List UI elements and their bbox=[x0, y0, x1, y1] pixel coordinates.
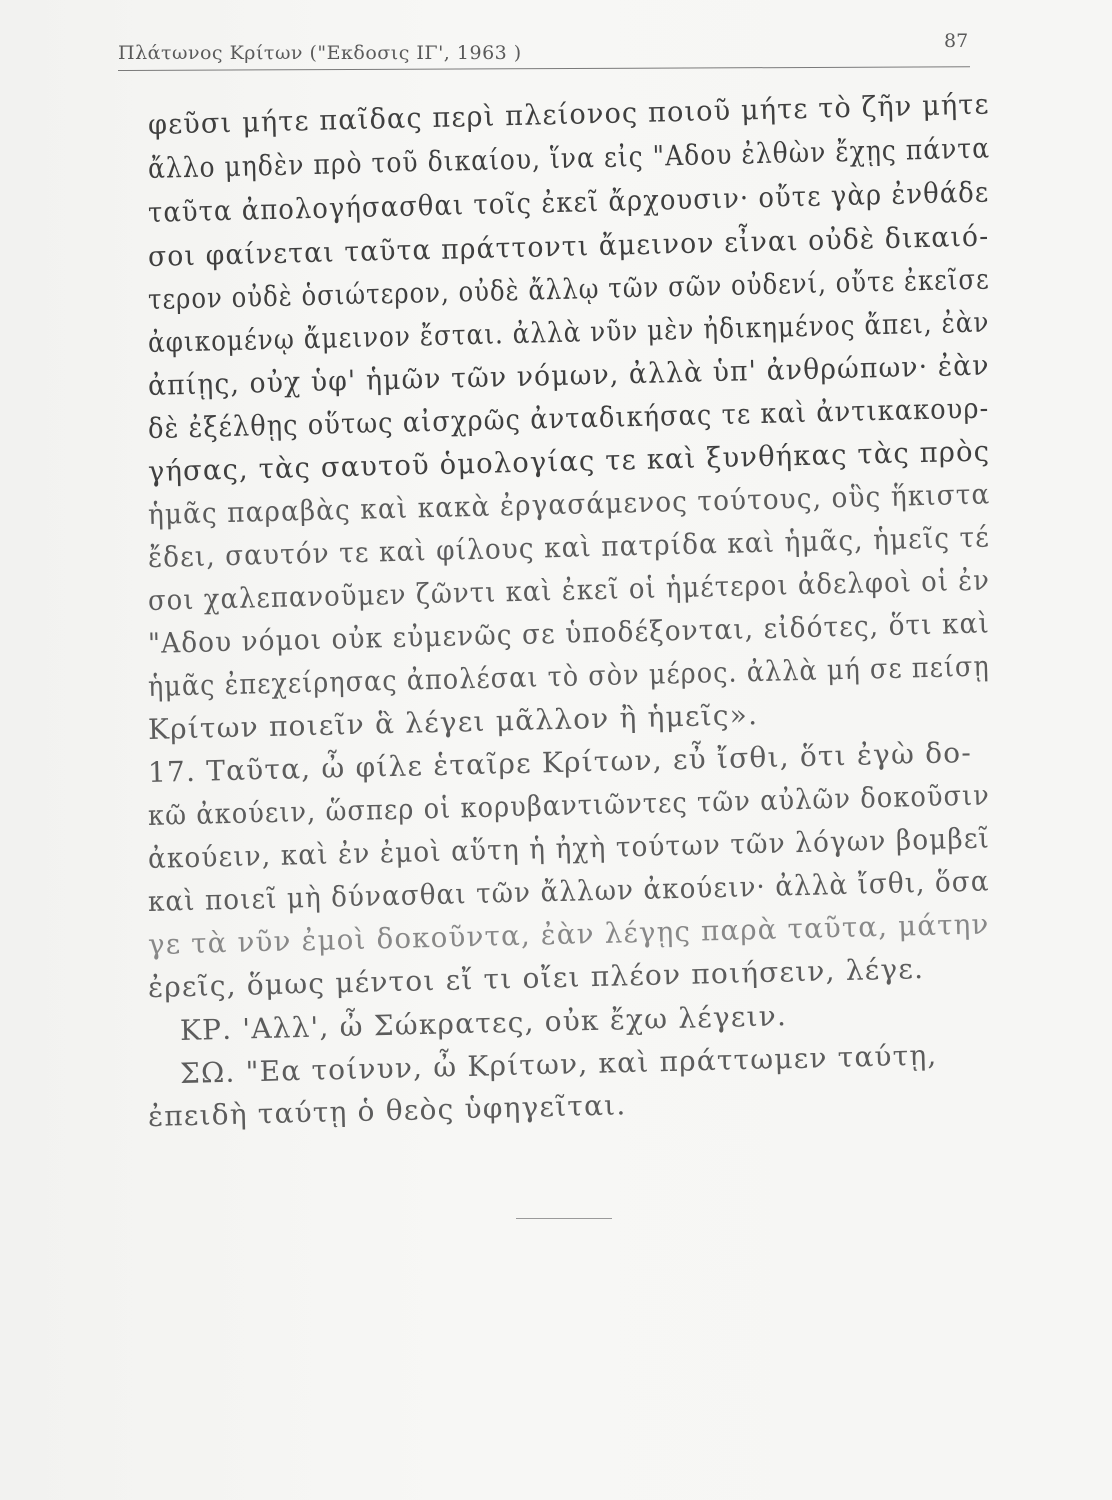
text-line: ἐρεῖς, ὅμως μέντοι εἴ τι οἴει πλέον ποιήσειν, λέγε. bbox=[147, 952, 925, 1004]
text-line: δὲ ἐξέλθῃς οὕτως αἰσχρῶς ἀνταδικήσας τε καὶ ἀντικακουρ- bbox=[147, 391, 990, 445]
page-number: 87 bbox=[944, 30, 969, 52]
text-line: ἐπειδὴ ταύτῃ ὁ θεὸς ὑφηγεῖται. bbox=[147, 1088, 627, 1133]
text-line: τερον οὐδὲ ὁσιώτερον, οὐδὲ ἄλλῳ τῶν σῶν οὐδενί, οὔτε ἐκεῖσε bbox=[147, 262, 990, 316]
running-head: Πλάτωνος Κρίτων ("Εκδοσις ΙΓ', 1963 ) bbox=[118, 42, 522, 64]
text-line: καὶ ποιεῖ μὴ δύνασθαι τῶν ἄλλων ἀκούειν· ἀλλὰ ἴσθι, ὅσα bbox=[147, 864, 990, 918]
end-rule bbox=[516, 1218, 612, 1219]
text-line: ἡμᾶς ἐπεχείρησας ἀπολέσαι τὸ σὸν μέρος. ἀλλὰ μή σε πείσῃ bbox=[147, 649, 991, 703]
text-line: Κρίτων ποιεῖν ἃ λέγει μᾶλλον ἢ ἡμεῖς». bbox=[147, 698, 759, 746]
text-line: γε τὰ νῦν ἐμοὶ δοκοῦντα, ἐὰν λέγῃς παρὰ ταῦτα, μάτην bbox=[147, 907, 990, 961]
text-line: ἔδει, σαυτόν τε καὶ φίλους καὶ πατρίδα καὶ ἡμᾶς, ἡμεῖς τέ bbox=[147, 520, 991, 574]
text-line: ἀπίῃς, οὐχ ὑφ' ἡμῶν τῶν νόμων, ἀλλὰ ὑπ' ἀνθρώπων· ἐὰν bbox=[147, 348, 991, 402]
text-line: σοι χαλεπανοῦμεν ζῶντι καὶ ἐκεῖ οἱ ἡμέτεροι ἀδελφοὶ οἱ ἐν bbox=[147, 563, 991, 617]
text-line: ἄλλο μηδὲν πρὸ τοῦ δικαίου, ἵνα εἰς "Αδου ἐλθὼν ἔχῃς πάντα bbox=[147, 131, 991, 185]
header-rule bbox=[118, 66, 970, 71]
text-line: 17. Ταῦτα, ὦ φίλε ἑταῖρε Κρίτων, εὖ ἴσθι, ὅτι ἐγὼ δο- bbox=[147, 735, 973, 789]
text-line: ταῦτα ἀπολογήσασθαι τοῖς ἐκεῖ ἄρχουσιν· οὔτε γὰρ ἐνθάδε bbox=[147, 175, 990, 229]
text-line: ἀκούειν, καὶ ἐν ἐμοὶ αὕτη ἡ ἠχὴ τούτων τῶν λόγων βομβεῖ bbox=[147, 821, 991, 875]
text-line: γήσας, τὰς σαυτοῦ ὁμολογίας τε καὶ ξυνθήκας τὰς πρὸς bbox=[147, 434, 991, 488]
text-line: ἡμᾶς παραβὰς καὶ κακὰ ἐργασάμενος τούτους, οὓς ἥκιστα bbox=[147, 477, 991, 531]
text-line: σοι φαίνεται ταῦτα πράττοντι ἄμεινον εἶναι οὐδὲ δικαιό- bbox=[147, 219, 990, 273]
text-line: ἀφικομένῳ ἄμεινον ἔσται. ἀλλὰ νῦν μὲν ἠδικημένος ἄπει, ἐὰν bbox=[147, 305, 990, 359]
text-line: κῶ ἀκούειν, ὥσπερ οἱ κορυβαντιῶντες τῶν αὐλῶν δοκοῦσιν bbox=[147, 778, 991, 832]
text-line: "Αδου νόμοι οὐκ εὐμενῶς σε ὑποδέξονται, εἰδότες, ὅτι καὶ bbox=[147, 606, 991, 660]
dialogue-line-kr: ΚΡ. 'Αλλ', ὦ Σώκρατες, οὐκ ἔχω λέγειν. bbox=[179, 999, 788, 1047]
dialogue-line-so: ΣΩ. "Εα τοίνυν, ὦ Κρίτων, καὶ πράττωμεν ταύτῃ, bbox=[179, 1038, 938, 1090]
text-line: φεῦσι μήτε παῖδας περὶ πλείονος ποιοῦ μήτε τὸ ζῆν μήτε bbox=[147, 87, 991, 141]
